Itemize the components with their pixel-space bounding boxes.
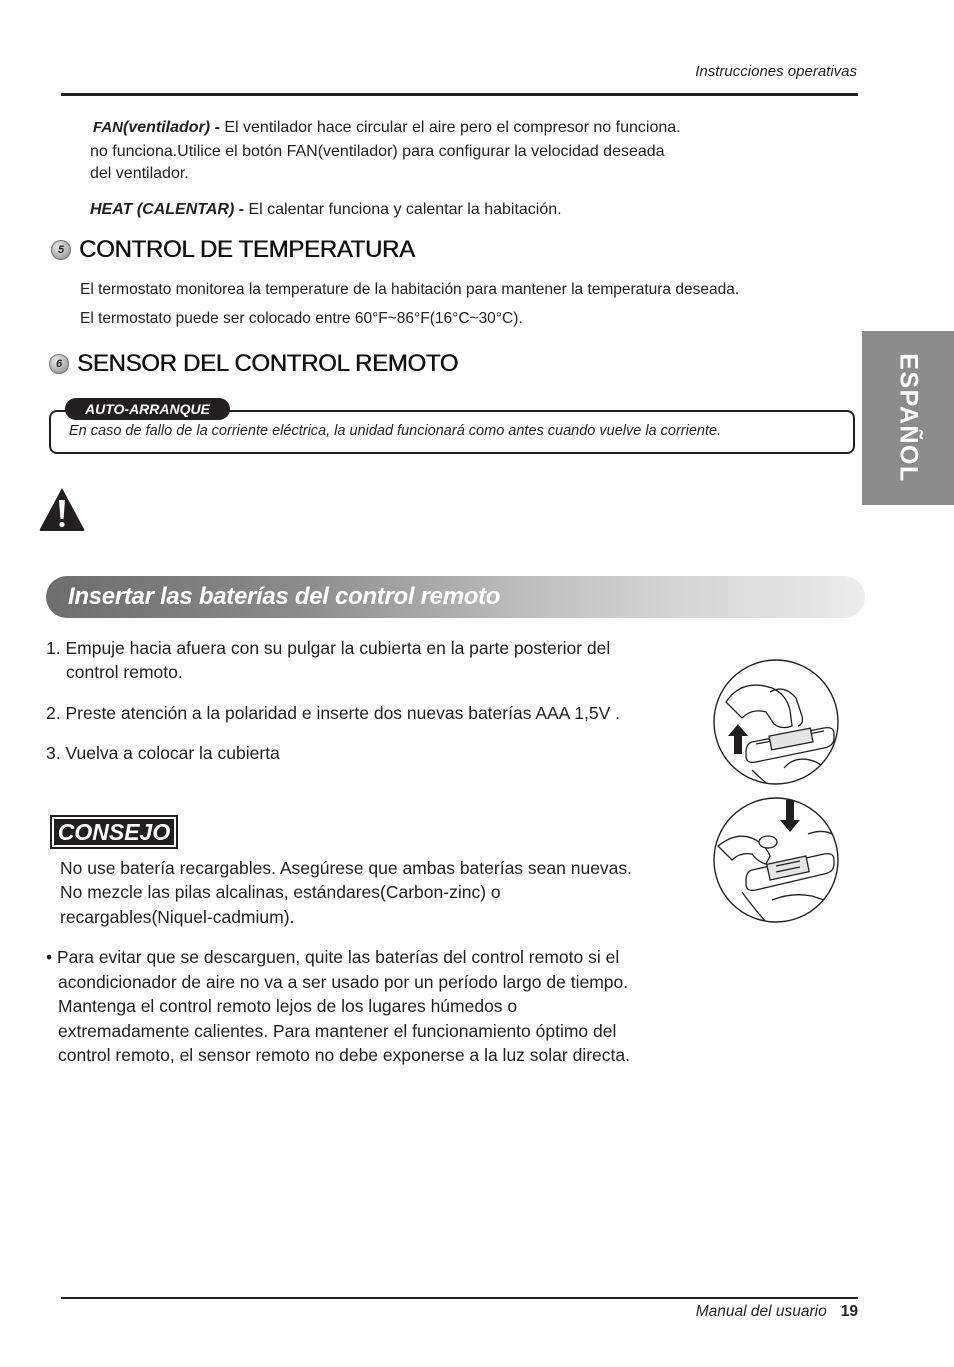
running-header: Instrucciones operativas [695, 63, 857, 80]
section-6-title: SENSOR DEL CONTROL REMOTO [77, 350, 459, 377]
section-5-line-2: El termostato puede ser colocado entre 60°F~86°F(16°C~30°C). [80, 310, 523, 327]
step-2: 2. Preste atención a la polaridad e inserte dos nuevas baterías AAA 1,5V . [46, 703, 620, 723]
section-5-number: 5 [51, 240, 71, 260]
warning-icon [38, 486, 86, 532]
tip-bullet-line-3: Mantenga el control remoto lejos de los lugares húmedos o [58, 996, 518, 1016]
footer-rule [61, 1297, 858, 1299]
header-rule [61, 93, 858, 96]
section-6-number: 6 [49, 354, 69, 374]
step-3: 3. Vuelva a colocar la cubierta [46, 743, 280, 763]
fan-line-3: del ventilador. [90, 165, 189, 182]
section-6-heading [49, 350, 458, 378]
remote-cover-illustration [712, 658, 840, 786]
tip-line-3: recargables(Niquel-cadmium). [60, 907, 295, 927]
tip-bullet-line-5: control remoto, el sensor remoto no debe exponerse a la luz solar directa. [58, 1045, 630, 1065]
batteries-banner [46, 576, 865, 618]
section-5-heading [51, 236, 415, 264]
fan-label-a: FAN [93, 119, 123, 136]
tip-bullet-line-4: extremadamente calientes. Para mantener el funcionamiento óptimo del [58, 1021, 617, 1041]
battery-insert-illustration [712, 796, 840, 924]
auto-restart-tag: AUTO-ARRANQUE [65, 398, 230, 420]
heat-label: HEAT (CALENTAR) - [90, 201, 245, 218]
footer [696, 1303, 858, 1321]
auto-restart-text: En caso de fallo de la corriente eléctrica, la unidad funcionará como antes cuando vuelve la corriente. [69, 423, 722, 439]
step-1-line-2: control remoto. [66, 662, 183, 682]
fan-label-b: (ventilador) - [123, 119, 220, 136]
fan-text-1: El ventilador hace circular el aire pero el compresor no funciona. [224, 119, 681, 136]
tip-bullet-line-1: • Para evitar que se descarguen, quite las baterías del control remoto si el [46, 947, 620, 967]
section-5-title: CONTROL DE TEMPERATURA [79, 236, 415, 263]
language-tab [862, 331, 954, 505]
page-number: 19 [840, 1303, 858, 1320]
step-1-line-1: 1. Empuje hacia afuera con su pulgar la cubierta en la parte posterior del [46, 638, 611, 658]
fan-line-1 [93, 116, 681, 139]
heat-line [90, 198, 562, 221]
tip-label: CONSEJO [50, 815, 178, 849]
batteries-title: Insertar las baterías del control remoto [68, 583, 501, 610]
tip-line-1: No use batería recargables. Asegúrese que ambas baterías sean nuevas. [60, 858, 633, 878]
fan-line-2: no funciona.Utilice el botón FAN(ventilador) para configurar la velocidad deseada [90, 143, 665, 160]
language-tab-label: ESPAÑOL [894, 353, 923, 483]
tip-line-2: No mezcle las pilas alcalinas, estándares(Carbon-zinc) o [60, 882, 501, 902]
section-5-line-1: El termostato monitorea la temperature de la habitación para mantener la temperatura deseada. [80, 281, 740, 298]
footer-label: Manual del usuario [695, 1303, 827, 1320]
tip-bullet-line-2: acondicionador de aire no va a ser usado por un período largo de tiempo. [58, 972, 629, 992]
heat-text: El calentar funciona y calentar la habitación. [248, 201, 562, 218]
